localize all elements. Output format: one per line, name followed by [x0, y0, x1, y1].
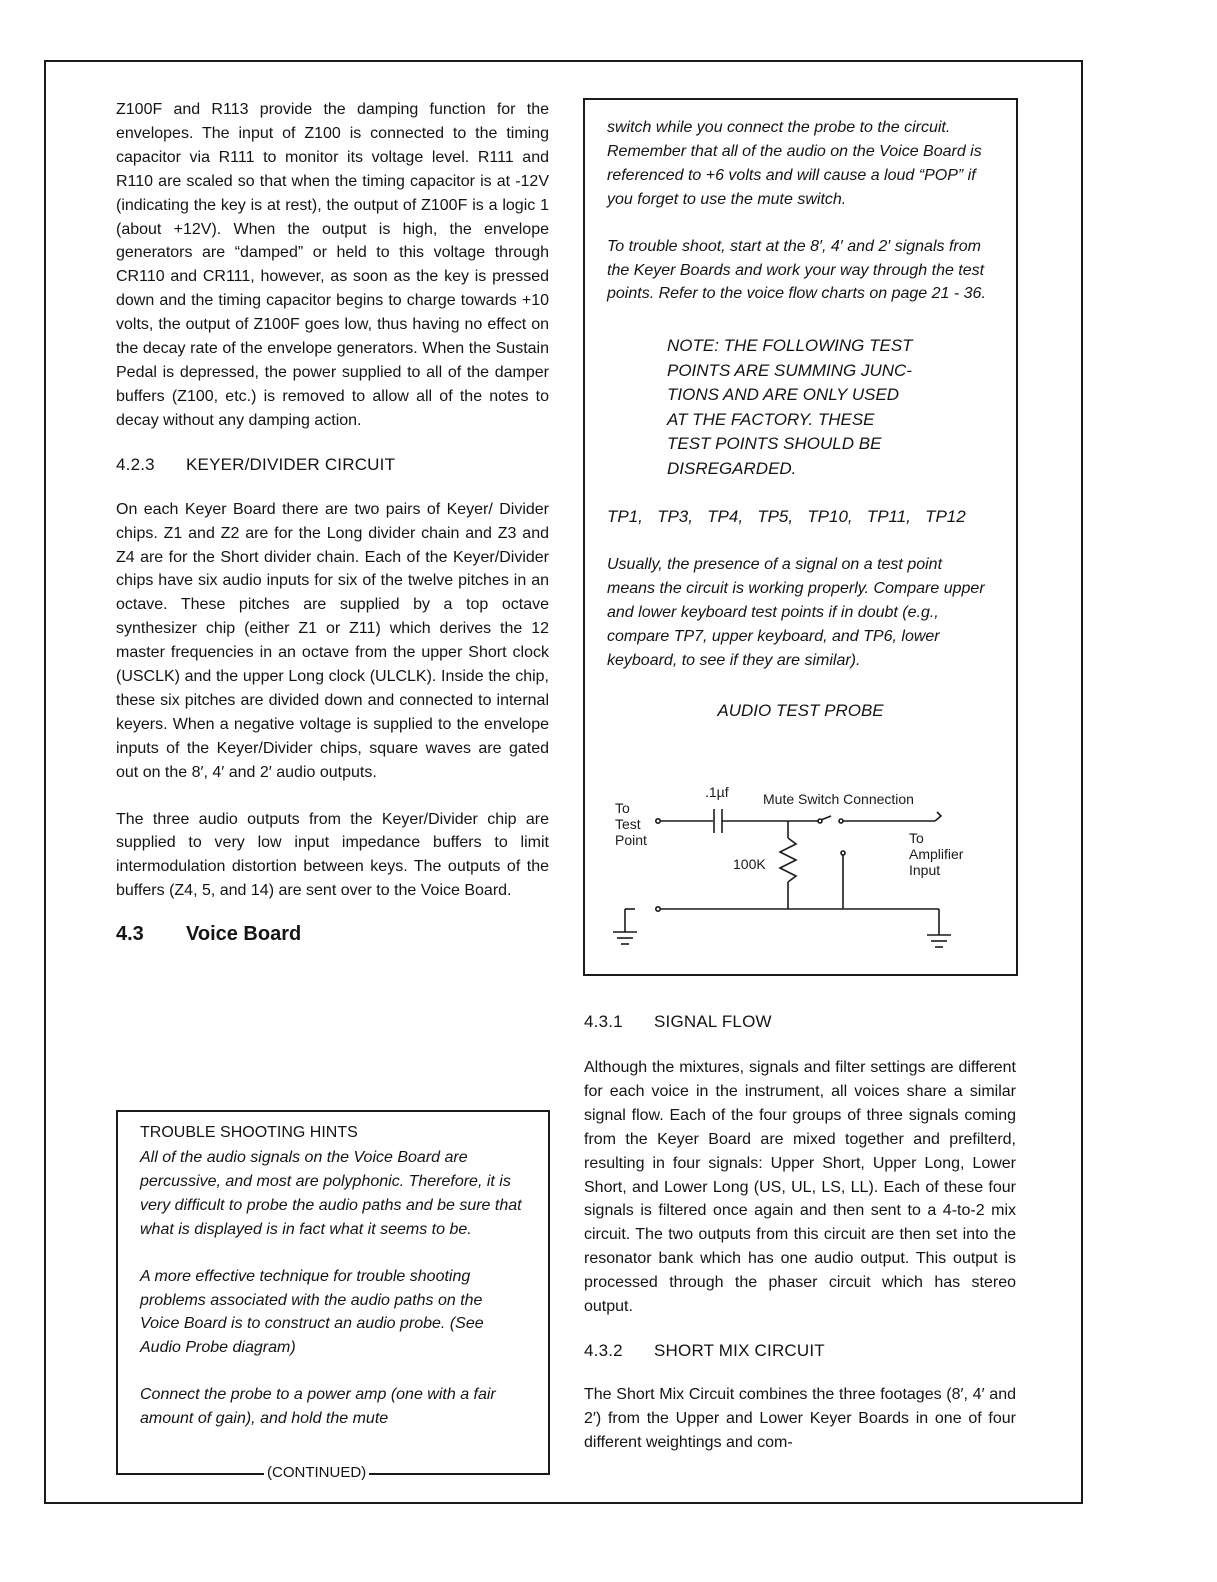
section-number: 4.3	[116, 923, 144, 946]
trouble-shooting-hints-box	[116, 1110, 550, 1475]
section-number: 4.3.1	[584, 1012, 623, 1031]
section-title: Voice Board	[186, 923, 302, 946]
hints-paragraph-1: All of the audio signals on the Voice Board are percussive, and most are polyphonic. Therefore, it is very difficult to probe the audio paths and be sure that what is displayed is in fact what it seems to be.	[140, 1149, 522, 1238]
amp-input-terminal	[935, 812, 941, 821]
section-4-2-3-heading	[116, 455, 549, 475]
section-4-3-2-heading	[584, 1341, 1016, 1361]
box-paragraph-1: switch while you connect the probe to the circuit. Remember that all of the audio on the Voice Board is referenced to +6 volts and will cause a loud “POP” if you forget to use the mute switch.	[607, 119, 982, 208]
note-line: TEST POINTS SHOULD BE	[667, 434, 882, 454]
to-amplifier-label: Amplifier	[909, 846, 964, 862]
note-line: AT THE FACTORY. THESE	[667, 409, 875, 429]
section-title: SIGNAL FLOW	[654, 1012, 772, 1031]
to-amplifier-label: Input	[909, 862, 941, 878]
note-line: TIONS AND ARE ONLY USED	[667, 385, 900, 405]
resistor-100k	[780, 838, 796, 882]
signal-flow-paragraph: Although the mixtures, signals and filter settings are different for each voice in the instrument, all voices share a similar signal flow. Each of the four groups of three signals coming from the Keyer Board are mixed together and prefilterd, resulting in four signals: Upper Short, Upper Long, Lower Short, and Lower Long (US, UL, LS, LL). Each of these four signals is filtered once again and then sent to a 4-to-2 mix circuit. The two outputs from this circuit are then set into the resonator bank which has one audio output. This output is processed through the phaser circuit which has stereo output.	[584, 1059, 1016, 1316]
box-paragraph-2: To trouble shoot, start at the 8′, 4′ and 2′ signals from the Keyer Boards and work your way through the test points. Refer to the voice flow charts on page 21 - 36.	[607, 237, 986, 303]
note-line: NOTE: THE FOLLOWING TEST	[667, 336, 913, 356]
test-point-terminal	[656, 819, 660, 823]
left-column	[116, 98, 549, 946]
probe-diagram-title: AUDIO TEST PROBE	[717, 700, 884, 720]
audio-outputs-paragraph: The three audio outputs from the Keyer/Divider chip are supplied to very low input impedance buffers to limit intermodulation distortion between keys. The outputs of the buffers (Z4, 5, and 14) are sent over to the Voice Board.	[116, 810, 549, 900]
section-number: 4.2.3	[116, 454, 155, 474]
section-title: SHORT MIX CIRCUIT	[654, 1340, 825, 1360]
to-amplifier-label: To	[909, 830, 924, 846]
to-test-point-label: To	[615, 800, 630, 816]
mute-switch-blade	[821, 816, 831, 820]
short-mix-paragraph: The Short Mix Circuit combines the three footages (8′, 4′ and 2′) from the Upper and Lower Keyer Boards in one of four different weightings and com-	[584, 1385, 1016, 1451]
continued-label: (CONTINUED)	[264, 1464, 369, 1481]
box-paragraph-3: Usually, the presence of a signal on a test point means the circuit is working properly. Compare upper and lower keyboard test points if in doubt (e.g., compare TP7, upper keyboard, and TP6, lower keyboard, to see if they are similar).	[607, 556, 985, 669]
resistor-label: 100K	[733, 856, 766, 872]
to-test-point-label: Point	[615, 832, 647, 848]
note-line: POINTS ARE SUMMING JUNC-	[667, 360, 912, 380]
keyer-divider-paragraph: On each Keyer Board there are two pairs of Keyer/ Divider chips. Z1 and Z2 are for the Long divider chain and Z3 and Z4 are for the Short divider chain. Each of the Keyer/Divider chips have six audio inputs for six of the twelve pitches in an octave. These pitches are supplied by a top octave synthesizer chip (either Z1 or Z11) which derives the 12 master frequencies in an octave from the upper Short clock (USCLK) and the upper Long clock (ULCLK). Inside the chip, these six pitches are divided down and connected to internal keyers. When a negative voltage is supplied to the envelope inputs of the Keyer/Divider chips, square waves are gated out on the 8′, 4′ and 2′ audio outputs.	[116, 500, 549, 781]
audio-probe-diagram	[583, 770, 1018, 965]
section-4-3-1-heading	[584, 1012, 1016, 1032]
section-4-3-heading	[116, 923, 549, 946]
factory-note	[667, 334, 994, 481]
damping-paragraph: Z100F and R113 provide the damping function for the envelopes. The input of Z100 is connected to the timing capacitor via R111 to monitor its voltage level. R111 and R110 are scaled so that when the timing capacitor is at -12V (indicating the key is at rest), the output of Z100F is a logic 1 (about +12V). When the output is high, the envelope generators are “damped” or held to this voltage through CR110 and CR111, however, as soon as the key is pressed down and the timing capacitor begins to charge towards +10 volts, the output of Z100F goes low, thus having no effect on the decay rate of the envelope generators. When the Sustain Pedal is depressed, the power supplied to all of the damper buffers (Z100, etc.) is removed to allow all of the notes to decay without any damping action.	[116, 101, 549, 429]
test-point-list: TP1, TP3, TP4, TP5, TP10, TP11, TP12	[607, 507, 966, 527]
mute-switch-label: Mute Switch Connection	[763, 791, 914, 807]
capacitor-label: .1µf	[705, 784, 729, 800]
ground-terminal	[656, 907, 660, 911]
right-column	[584, 1012, 1016, 1455]
hints-paragraph-3: Connect the probe to a power amp (one with a fair amount of gain), and hold the mute	[140, 1386, 496, 1428]
section-number: 4.3.2	[584, 1340, 623, 1360]
hints-title: TROUBLE SHOOTING HINTS	[140, 1124, 358, 1141]
section-title: KEYER/DIVIDER CIRCUIT	[186, 454, 396, 474]
note-line: DISREGARDED.	[667, 458, 797, 478]
to-test-point-label: Test	[615, 816, 641, 832]
hints-paragraph-2: A more effective technique for trouble shooting problems associated with the audio paths on the Voice Board is to construct an audio probe. (See Audio Probe diagram)	[140, 1267, 484, 1357]
